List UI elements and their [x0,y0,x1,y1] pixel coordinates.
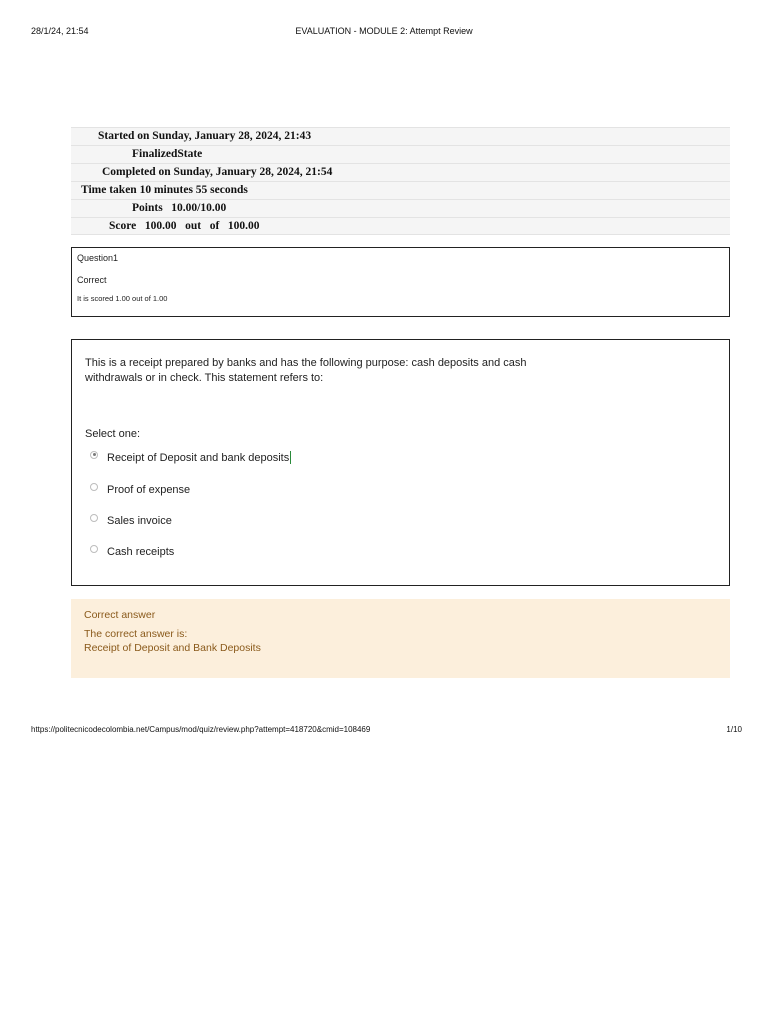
answer-option-label: Cash receipts [107,546,175,558]
question-grade: It is scored 1.00 out of 1.00 [77,294,168,303]
answer-option-label: Proof of expense [107,484,191,496]
page-number: 1/10 [726,725,742,734]
radio-icon[interactable] [90,545,98,553]
radio-icon[interactable] [90,483,98,491]
answer-option-label: Sales invoice [107,515,172,527]
summary-completed: Completed on Sunday, January 28, 2024, 21:54 [71,163,730,181]
summary-time-taken: Time taken 10 minutes 55 seconds [71,181,730,199]
text-cursor-icon [290,451,291,464]
question-text: This is a receipt prepared by banks and has the following purpose: cash deposits and cash withdrawals or in check. This statement refers to: [85,357,527,384]
answer-option-label: Receipt of Deposit and bank deposits [107,451,290,464]
answer-option-1[interactable] [90,451,291,464]
correct-answer-feedback [71,599,730,678]
summary-points: Points 10.00/10.00 [71,199,730,217]
radio-icon[interactable] [90,514,98,522]
summary-started: Started on Sunday, January 28, 2024, 21:43 [71,127,730,145]
select-one-prompt: Select one: [85,428,141,440]
feedback-title: Correct answer [84,609,156,621]
answer-option-4[interactable] [90,546,174,558]
question-number: Question1 [77,253,119,263]
summary-state: FinalizedState [71,145,730,163]
page-title: EVALUATION - MODULE 2: Attempt Review [295,26,473,36]
radio-selected-icon[interactable] [90,451,98,459]
answer-option-3[interactable] [90,515,172,527]
summary-score: Score 100.00 out of 100.00 [71,217,730,235]
feedback-answer: Receipt of Deposit and Bank Deposits [84,642,261,654]
feedback-intro: The correct answer is: [84,628,188,640]
question-content [71,339,730,586]
question-info-box [71,247,730,317]
answer-option-2[interactable] [90,484,190,496]
attempt-summary-table [71,127,730,235]
page-url: https://politecnicodecolombia.net/Campus/mod/quiz/review.php?attempt=418720&cmid=108469 [31,725,371,734]
question-state: Correct [77,275,107,285]
print-datetime: 28/1/24, 21:54 [31,26,89,36]
